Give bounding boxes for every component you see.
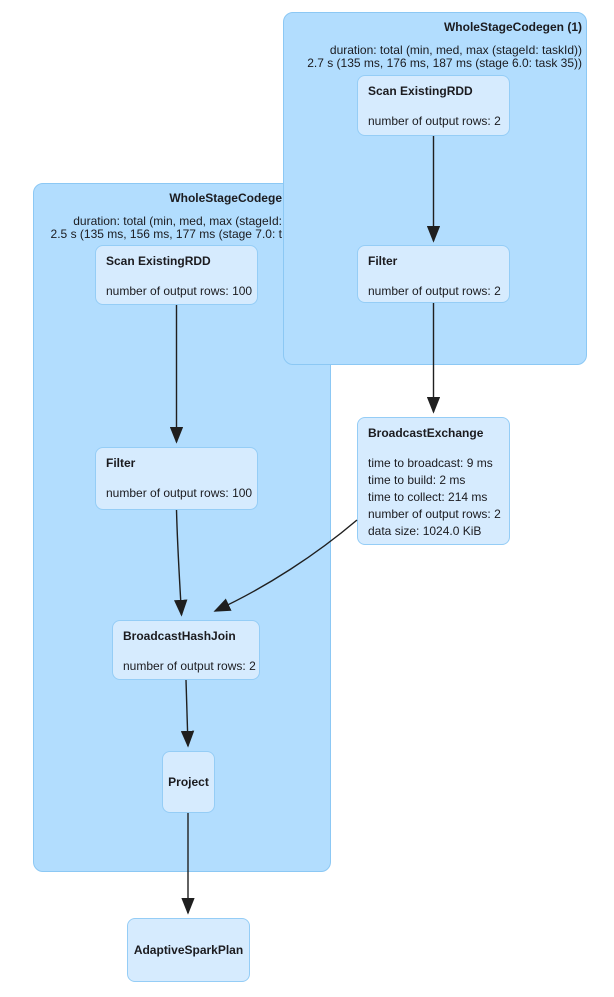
node-metric: number of output rows: 2 bbox=[123, 659, 256, 673]
node-title: Project bbox=[168, 774, 209, 789]
plan-node-scan-existingrdd-1 bbox=[357, 75, 510, 136]
node-title: BroadcastHashJoin bbox=[123, 629, 236, 643]
node-metric: number of output rows: 100 bbox=[106, 486, 253, 500]
plan-node-adaptivesparkplan bbox=[127, 918, 250, 982]
node-metric: time to broadcast: 9 ms bbox=[368, 456, 493, 470]
plan-node-filter-1 bbox=[357, 245, 510, 303]
node-metric: number of output rows: 100 bbox=[106, 284, 253, 298]
plan-node-project bbox=[162, 751, 215, 813]
cluster-label bbox=[51, 192, 282, 240]
node-title: Scan ExistingRDD bbox=[106, 254, 211, 268]
node-metric: time to collect: 214 ms bbox=[368, 490, 488, 504]
node-title: Filter bbox=[368, 254, 398, 268]
node-metric: number of output rows: 2 bbox=[368, 284, 501, 298]
cluster-duration-line1: duration: total (min, med, max (stageId: taskId)) bbox=[329, 43, 582, 57]
node-metric: number of output rows: 2 bbox=[368, 507, 501, 521]
plan-node-filter-2 bbox=[95, 447, 258, 510]
plan-node-scan-existingrdd-2 bbox=[95, 245, 258, 305]
cluster-duration-line1: duration: total (min, med, max (stageId: bbox=[73, 214, 282, 228]
node-metric: time to build: 2 ms bbox=[368, 473, 466, 487]
cluster-label bbox=[307, 21, 582, 69]
plan-node-broadcasthashjoin bbox=[112, 620, 260, 680]
node-metric: data size: 1024.0 KiB bbox=[368, 524, 482, 538]
node-title: BroadcastExchange bbox=[368, 426, 484, 440]
cluster-title: WholeStageCodege bbox=[169, 191, 282, 205]
cluster-duration-line2: 2.5 s (135 ms, 156 ms, 177 ms (stage 7.0: t bbox=[50, 226, 282, 241]
node-title: AdaptiveSparkPlan bbox=[133, 942, 244, 957]
cluster-duration-line2: 2.7 s (135 ms, 176 ms, 187 ms (stage 6.0: task 35)) bbox=[307, 55, 582, 70]
node-title: Scan ExistingRDD bbox=[368, 84, 473, 98]
plan-node-broadcastexchange bbox=[357, 417, 510, 545]
cluster-title: WholeStageCodegen (1) bbox=[443, 20, 582, 34]
node-metric: number of output rows: 2 bbox=[368, 114, 501, 128]
node-title: Filter bbox=[106, 456, 136, 470]
cluster-wholestagecodegen-1 bbox=[283, 12, 587, 365]
